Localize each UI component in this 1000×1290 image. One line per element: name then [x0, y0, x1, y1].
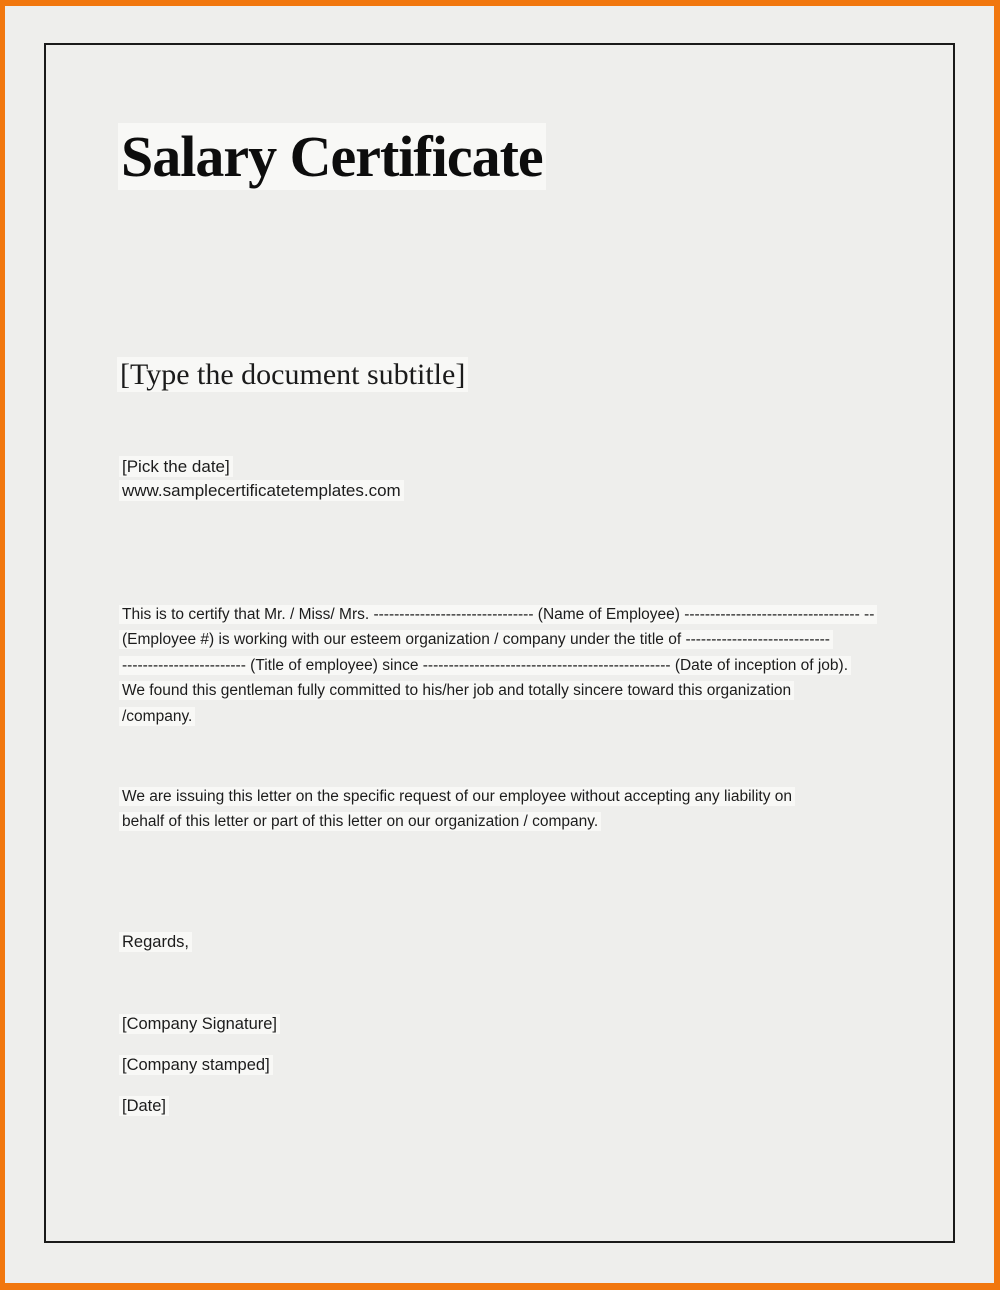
document-title	[121, 124, 546, 191]
regards-label: Regards,	[119, 932, 192, 952]
date-placeholder	[122, 1097, 169, 1116]
regards-text	[122, 933, 192, 952]
company-stamped-placeholder	[122, 1056, 273, 1075]
certify-paragraph-line	[122, 678, 877, 703]
company-signature-placeholder	[122, 1015, 280, 1034]
pick-date-text: [Pick the date]	[119, 456, 233, 477]
liability-paragraph	[122, 784, 795, 835]
certify-line-3: ------------------------ (Title of employee) since ------------------------------------------------ (Date of inception of job).	[119, 656, 851, 675]
pick-date-placeholder	[122, 457, 233, 477]
liability-line-2: behalf of this letter or part of this letter on our organization / company.	[119, 812, 601, 831]
document-subtitle-placeholder	[120, 358, 468, 392]
company-stamped-text: [Company stamped]	[119, 1055, 273, 1075]
website-url-text: www.samplecertificatetemplates.com	[119, 480, 404, 501]
company-signature-text: [Company Signature]	[119, 1014, 280, 1034]
certify-line-1: This is to certify that Mr. / Miss/ Mrs. ------------------------------- (Name of Employee) ---------------------------------- --	[119, 605, 877, 624]
website-url	[122, 481, 404, 501]
liability-paragraph-line	[122, 784, 795, 809]
liability-paragraph-line	[122, 809, 795, 834]
certify-line-5: /company.	[119, 707, 195, 726]
liability-line-1: We are issuing this letter on the specific request of our employee without accepting any liability on	[119, 787, 795, 806]
certify-paragraph	[122, 602, 877, 729]
certify-paragraph-line	[122, 602, 877, 627]
certify-paragraph-line	[122, 704, 877, 729]
document-subtitle-text: [Type the document subtitle]	[117, 357, 468, 392]
certify-paragraph-line	[122, 627, 877, 652]
certify-paragraph-line	[122, 653, 877, 678]
date-placeholder-text: [Date]	[119, 1096, 169, 1116]
certify-line-4: We found this gentleman fully committed to his/her job and totally sincere toward this organization	[119, 681, 794, 700]
document-title-text: Salary Certificate	[118, 123, 546, 190]
certify-line-2: (Employee #) is working with our esteem organization / company under the title of ----------------------------	[119, 630, 833, 649]
